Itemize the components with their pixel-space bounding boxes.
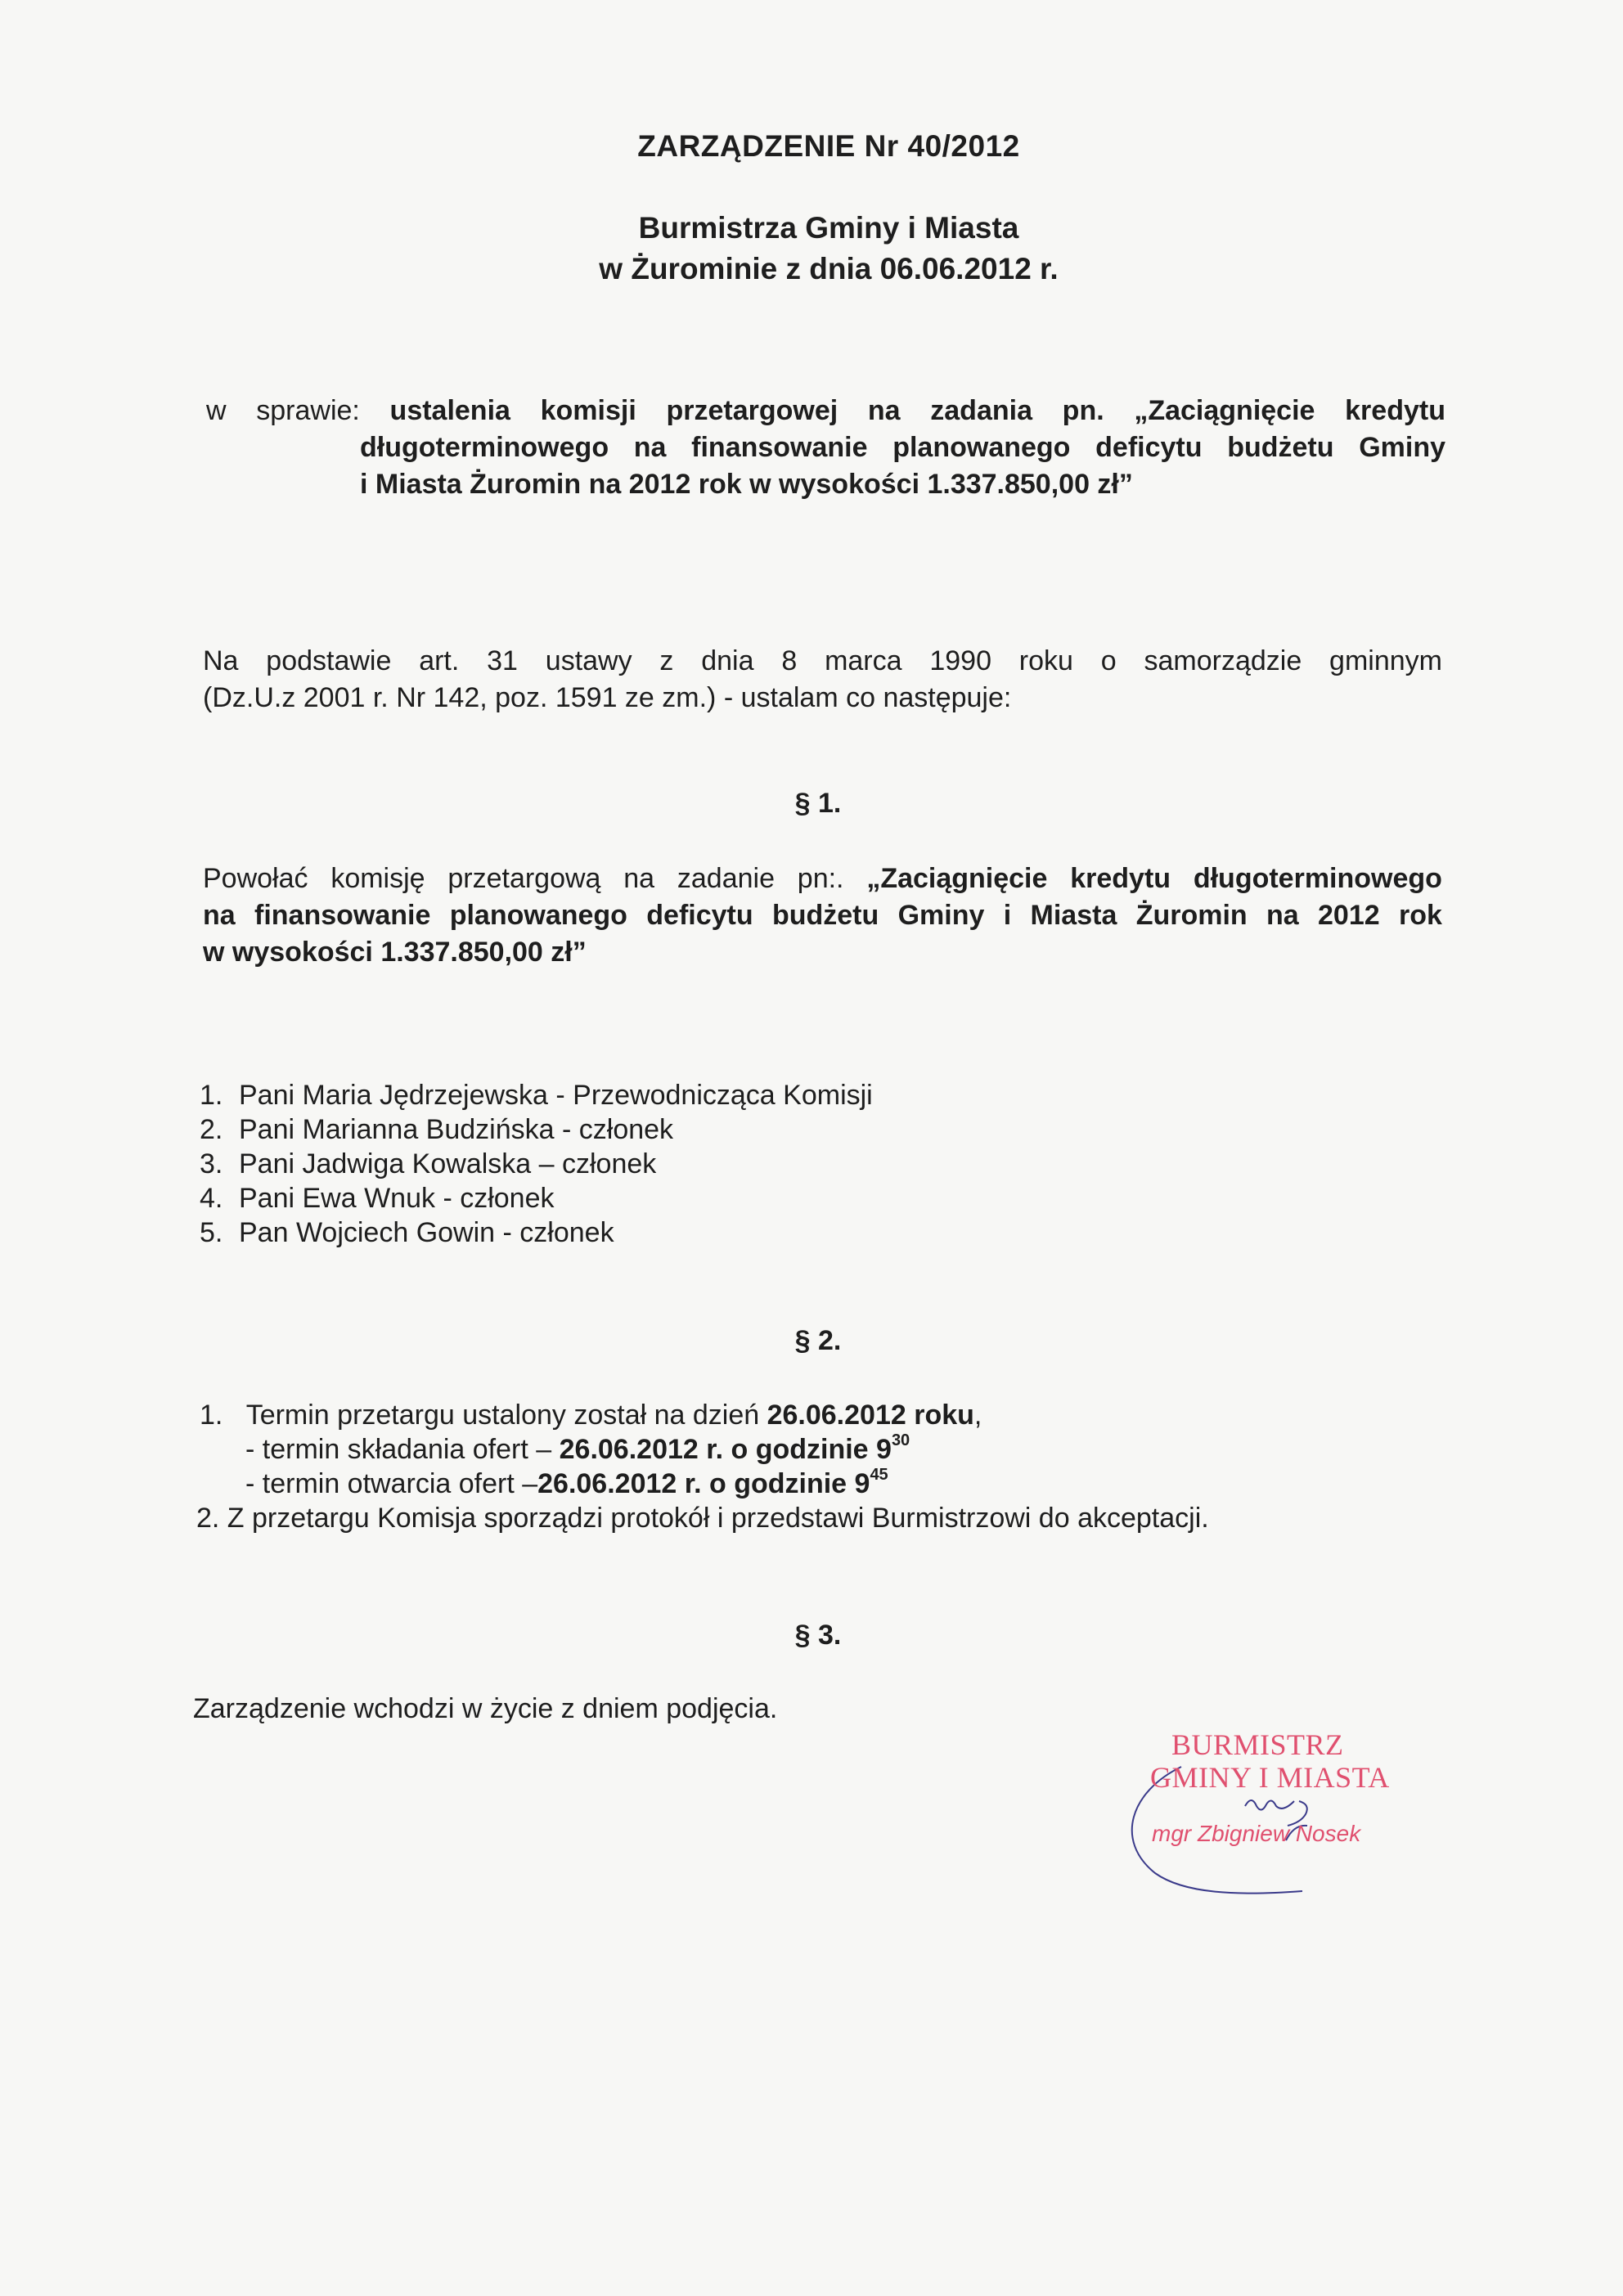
s1-word: planowanego: [449, 900, 627, 931]
list-item: [200, 1215, 873, 1250]
s1-word: rok: [1398, 900, 1442, 931]
subject-word: przetargowej: [666, 395, 838, 426]
s1-word: 2012: [1318, 900, 1380, 931]
legal-basis-paragraph: [203, 643, 1442, 717]
s1-word: deficytu: [646, 900, 753, 931]
section-3-text: Zarządzenie wchodzi w życie z dniem podjęcia.: [193, 1693, 778, 1724]
s1-word: na: [623, 863, 655, 894]
s1-word: finansowanie: [254, 900, 431, 931]
offer-opening-text: - termin otwarcia ofert –: [245, 1468, 538, 1499]
subject-word: komisji: [540, 395, 636, 426]
member-name: Pani Jadwiga Kowalska – członek: [239, 1148, 657, 1179]
section-1-line-1: [203, 860, 1442, 897]
section-3-heading: § 3.: [794, 1620, 842, 1651]
s1-word: Powołać: [203, 863, 308, 894]
list-number: 5.: [200, 1217, 223, 1248]
member-name: Pani Ewa Wnuk - członek: [239, 1183, 555, 1214]
list-item: [200, 1181, 873, 1215]
list-number: 1.: [200, 1400, 223, 1431]
commission-members-list: [200, 1078, 873, 1250]
section-2-heading: § 2.: [794, 1325, 842, 1356]
legal-word: 1990: [929, 645, 991, 676]
section-1-heading: § 1.: [794, 788, 842, 819]
subject-paragraph: [206, 393, 1445, 503]
s1-word: na: [203, 900, 236, 931]
legal-word: gminnym: [1329, 645, 1442, 676]
subject-word: „Zaciągnięcie: [1134, 395, 1315, 426]
legal-word: samorządzie: [1144, 645, 1302, 676]
s1-word: zadanie: [677, 863, 775, 894]
stamp-line-2: GMINY I MIASTA: [1150, 1761, 1390, 1794]
stamp-signatory: mgr Zbigniew Nosek: [1152, 1821, 1361, 1846]
member-name: Pani Maria Jędrzejewska - Przewodnicząca Komisji: [239, 1080, 873, 1111]
list-number: 1.: [200, 1080, 223, 1111]
section-1-paragraph: [203, 860, 1442, 971]
s1-word: Miasta: [1030, 900, 1117, 931]
offer-opening-line: [200, 1467, 1209, 1501]
legal-word: 8: [781, 645, 798, 676]
s1-word: „Zaciągnięcie: [866, 863, 1048, 894]
legal-word: Na: [203, 645, 239, 676]
document-subtitle: [0, 208, 1623, 290]
subject-word: kredytu: [1345, 395, 1445, 426]
list-number: 2.: [200, 1114, 223, 1145]
legal-word: marca: [825, 645, 902, 676]
list-item: [200, 1112, 873, 1147]
section-2-body: [196, 1398, 1209, 1535]
s1-word: przetargową: [447, 863, 601, 894]
legal-word: podstawie: [266, 645, 392, 676]
offer-opening-minutes: 45: [870, 1465, 888, 1484]
s1-word: i: [1003, 900, 1012, 931]
subtitle-line-2: w Żurominie z dnia 06.06.2012 r.: [599, 252, 1059, 285]
s1-word: długoterminowego: [1193, 863, 1442, 894]
s1-word: pn:.: [797, 863, 844, 894]
subject-word: zadania: [930, 395, 1032, 426]
offer-submission-minutes: 30: [891, 1431, 910, 1449]
tender-date-end: ,: [973, 1400, 982, 1431]
subject-word: pn.: [1062, 395, 1104, 426]
mayor-stamp: [1106, 1718, 1417, 1898]
subject-line-1: [206, 393, 1445, 429]
stamp-line-1: BURMISTRZ: [1171, 1728, 1344, 1761]
offer-opening-value: 26.06.2012 r. o godzinie 9: [537, 1468, 870, 1499]
member-name: Pani Marianna Budzińska - członek: [239, 1114, 674, 1145]
tender-date-text: Termin przetargu ustalony został na dzień: [245, 1400, 767, 1431]
legal-word: ustawy: [545, 645, 632, 676]
offer-submission-value: 26.06.2012 r. o godzinie 9: [559, 1434, 892, 1465]
offer-submission-line: [200, 1432, 1209, 1467]
s1-word: na: [1266, 900, 1299, 931]
offer-submission-text: - termin składania ofert –: [245, 1434, 560, 1465]
protocol-line: 2. Z przetargu Komisja sporządzi protokół i przedstawi Burmistrzowi do akceptacji.: [196, 1503, 1209, 1534]
s1-word: budżetu: [771, 900, 879, 931]
section-1-line-2: [203, 897, 1442, 934]
s1-word: Żuromin: [1135, 900, 1248, 931]
subject-word: ustalenia: [389, 395, 510, 426]
legal-word: art.: [419, 645, 460, 676]
tender-date-value: 26.06.2012 roku: [767, 1400, 974, 1431]
tender-date-line: [200, 1398, 1209, 1432]
subject-line-3: i Miasta Żuromin na 2012 rok w wysokości 1.337.850,00 zł”: [360, 469, 1133, 500]
list-item: [200, 1147, 873, 1181]
list-item: [200, 1078, 873, 1112]
s1-word: kredytu: [1070, 863, 1171, 894]
legal-word: o: [1100, 645, 1117, 676]
legal-word: dnia: [701, 645, 754, 676]
subject-line-2: długoterminowego na finansowanie planowanego deficytu budżetu Gminy: [360, 432, 1445, 463]
s1-word: komisję: [330, 863, 425, 894]
subtitle-line-1: Burmistrza Gminy i Miasta: [638, 211, 1019, 245]
member-name: Pan Wojciech Gowin - członek: [239, 1217, 614, 1248]
subject-word: w: [206, 395, 227, 426]
subject-word: sprawie:: [256, 395, 360, 426]
list-number: 4.: [200, 1183, 223, 1214]
section-1-line-3: w wysokości 1.337.850,00 zł”: [203, 937, 587, 968]
legal-word: 31: [487, 645, 518, 676]
subject-word: na: [867, 395, 901, 426]
legal-word: z: [659, 645, 674, 676]
legal-word: roku: [1018, 645, 1073, 676]
legal-basis-line-1: [203, 643, 1442, 680]
legal-basis-line-2: (Dz.U.z 2001 r. Nr 142, poz. 1591 ze zm.) - ustalam co następuje:: [203, 682, 1012, 713]
s1-word: Gminy: [897, 900, 985, 931]
document-title: ZARZĄDZENIE Nr 40/2012: [637, 129, 1020, 163]
list-number: 3.: [200, 1148, 223, 1179]
